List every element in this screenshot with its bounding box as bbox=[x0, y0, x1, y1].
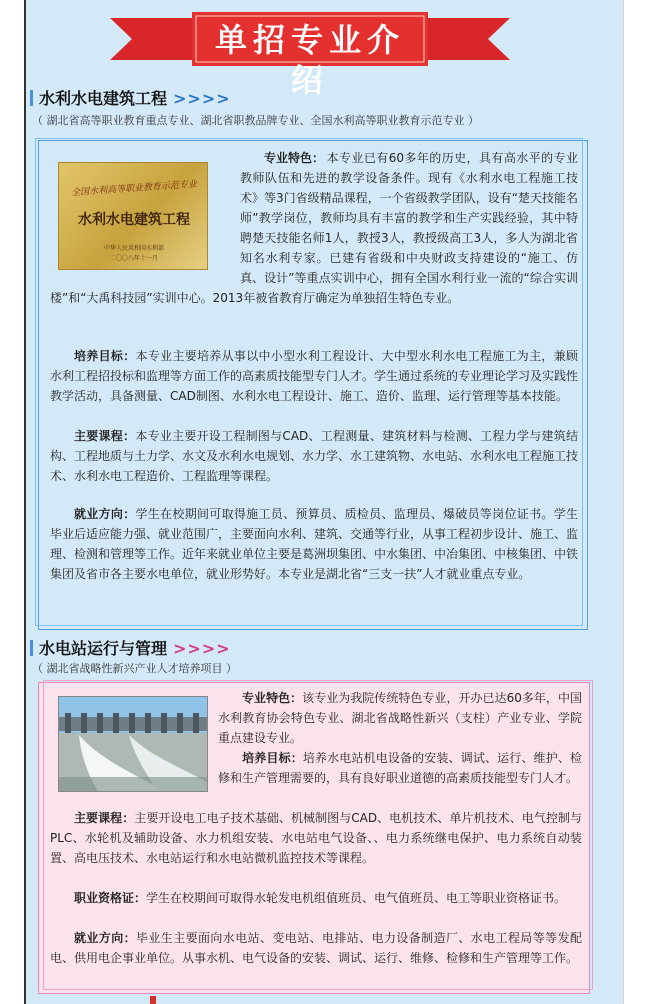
career-text: 毕业生主要面向水电站、变电站、电排站、电力设备制造厂、水电工程局等等发配电、供用电企事业单位。从事水机、电气设备的安装、调试、运行、维修、检修和生产管理等工作。 bbox=[50, 931, 582, 965]
plaque-org-text: 中华人民共和国水利部 bbox=[103, 245, 164, 252]
cert-label: 职业资格证： bbox=[74, 891, 147, 905]
page-title: 单招专业介绍 bbox=[214, 21, 405, 99]
features-text: 本专业已有60多年的历史，具有高水平的专业教师队伍和先进的教学设备条件。现有《水利水电工程施工技术》等3门省级精品课程，一个省级教学团队，设有“楚天技能名师”教学岗位，教师均具有丰富的教学和生产实践经验，其中特聘楚天技能名师1人，教授3人，教授级高工3人，多人为湖北省知名水利专家。已建有省级和中央财政支持建设的“施工、仿真、设计”等重点实训中心，拥有全国水利行业一流的“综合实训楼”和“大禹科技园”实训中心。2013年被省教育厅确定为单独招生特色专业。 bbox=[50, 151, 578, 305]
courses-text: 主要开设电工电子技术基础、机械制图与CAD、电机技术、单片机技术、电气控制与PLC、水轮机及辅助设备、水力机组安装、水电站电气设备、、电力系统继电保护、电力系统自动装置、高电压技术、水电站运行和水电站微机监控技术等课程。 bbox=[50, 811, 582, 865]
career-text: 学生在校期间可取得施工员、预算员、质检员、监理员、爆破员等岗位证书。学生毕业后适应能力强、就业范围广，主要面向水利、建筑、交通等行业，从事工程初步设计、施工、监理、检测和管理等工作。近年来就业单位主要是葛洲坝集团、中水集团、中冶集团、中核集团、中铁集团及省市各主要水电单位，就业形势好。本专业是湖北省“三支一扶”人才就业重点专业。 bbox=[50, 507, 579, 581]
plaque-main-text: 水利水电建筑工程 bbox=[78, 212, 190, 228]
arrows-icon: >>>> bbox=[173, 639, 231, 658]
heading-bar-icon bbox=[30, 640, 33, 656]
section1-goal bbox=[50, 346, 578, 406]
section1-features bbox=[50, 148, 578, 308]
plaque-date-text: 二〇〇八年十一月 bbox=[109, 255, 158, 262]
goal-text: 培养水电站机电设备的安装、调试、运行、维护、检修和生产管理需要的，具有良好职业道德的高素质技能型专门人才。 bbox=[218, 751, 582, 785]
goal-label: 培养目标： bbox=[74, 349, 136, 363]
section2-cert bbox=[50, 888, 582, 908]
section1-heading bbox=[30, 86, 231, 109]
section2-subtitle: （ 湖北省战略性新兴产业人才培养项目 ） bbox=[32, 662, 237, 675]
features-text: 该专业为我院传统特色专业，开办已达60多年，中国水利教育协会特色专业、湖北省战略性新兴（支柱）产业专业、学院重点建设专业。 bbox=[218, 691, 582, 745]
bottom-decoration bbox=[150, 996, 156, 1004]
section1-courses bbox=[50, 426, 578, 486]
section2-features bbox=[50, 688, 582, 798]
section2-title: 水电站运行与管理 bbox=[39, 639, 168, 658]
section1-title: 水利水电建筑工程 bbox=[39, 89, 168, 108]
cert-text: 学生在校期间可取得水轮发电机组值班员、电气值班员、电工等职业资格证书。 bbox=[146, 891, 567, 905]
section1-subtitle: （ 湖北省高等职业教育重点专业、湖北省职教品牌专业、全国水利高等职业教育示范专业 ） bbox=[32, 114, 479, 127]
courses-label: 主要课程： bbox=[74, 811, 135, 825]
plaque-top-text: 全国水利高等职业教育示范专业 bbox=[70, 179, 198, 199]
section2-courses bbox=[50, 808, 582, 868]
career-label: 就业方向： bbox=[74, 507, 136, 521]
goal-label: 培养目标： bbox=[242, 751, 303, 765]
section1-career bbox=[50, 504, 578, 584]
courses-text: 本专业主要开设工程制图与CAD、工程测量、建筑材料与检测、工程力学与建筑结构、工程地质与土力学、水文及水利水电规划、水力学、水工建筑物、水电站、水利水电工程施工技术、水利水电工程造价、工程监理等课程。 bbox=[50, 429, 579, 483]
features-label: 专业特色： bbox=[264, 151, 325, 165]
career-label: 就业方向： bbox=[74, 931, 136, 945]
features-label: 专业特色： bbox=[242, 691, 303, 705]
arrows-icon: >>>> bbox=[173, 89, 231, 108]
heading-bar-icon bbox=[30, 90, 33, 106]
goal-text: 本专业主要培养从事以中小型水利工程设计、大中型水利水电工程施工为主，兼顾水利工程招投标和监理等方面工作的高素质技能型专门人才。学生通过系统的专业理论学习及实践性教学活动，具备测量、CAD制图、水利水电工程设计、施工、造价、监理、运行管理等基本技能。 bbox=[50, 349, 579, 403]
courses-label: 主要课程： bbox=[74, 429, 136, 443]
section2-career bbox=[50, 928, 582, 968]
title-banner bbox=[110, 8, 510, 99]
section2-heading bbox=[30, 636, 231, 659]
